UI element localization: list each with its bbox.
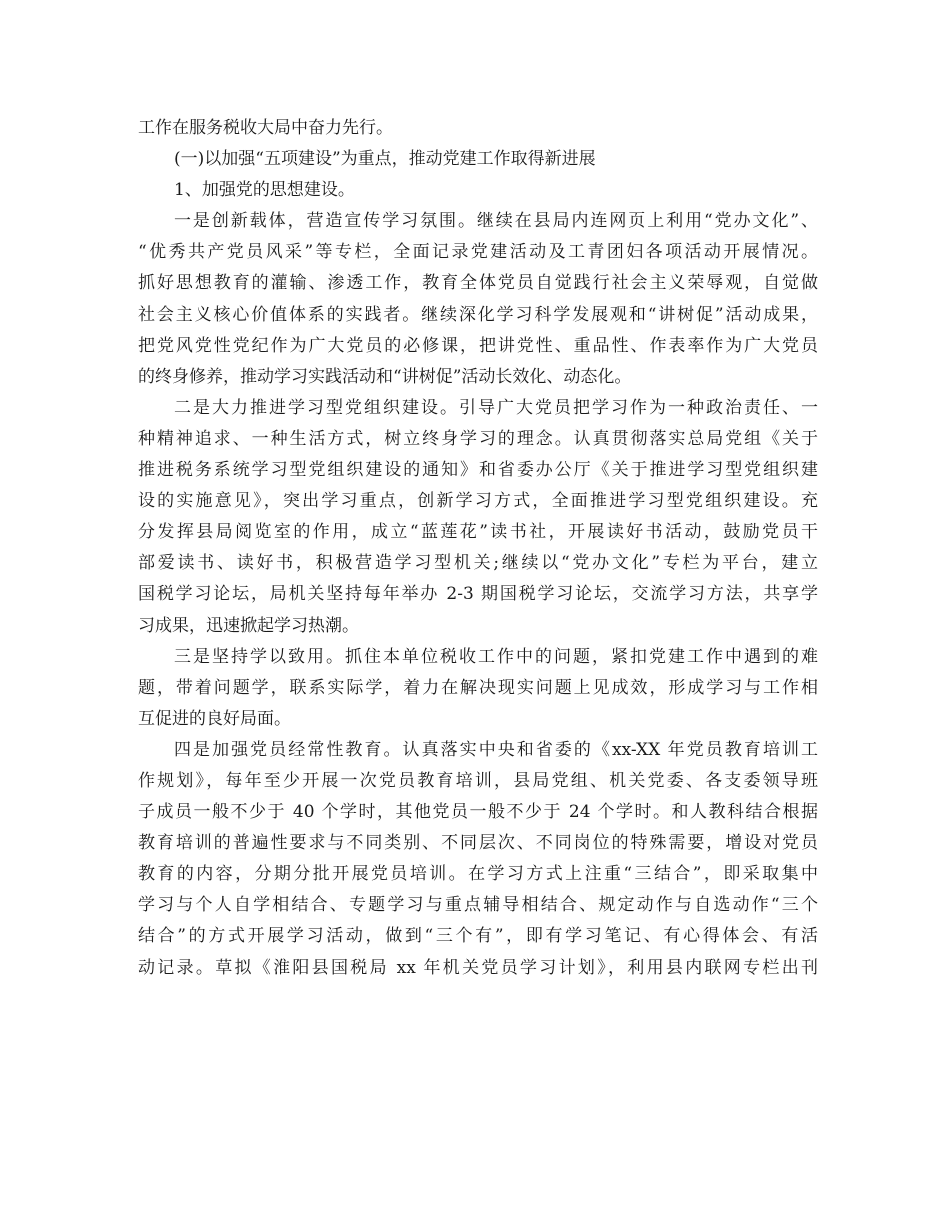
text-line: “优秀共产党员风采”等专栏，全面记录党建活动及工青团妇各项活动开展情况。: [138, 242, 818, 263]
text-line: 工作在服务税收大局中奋力先行。: [138, 118, 393, 138]
text-line: 四是加强党员经常性教育。认真落实中央和省委的《xx-XX 年党员教育培训工: [174, 739, 818, 760]
text-line: 种精神追求、一种生活方式，树立终身学习的理念。认真贯彻落实总局党组《关于: [138, 428, 818, 449]
text-line: 设的实施意见》，突出学习重点，创新学习方式，全面推进学习型党组织建设。充: [138, 491, 818, 512]
text-line: 抓好思想教育的灌输、渗透工作，教育全体党员自觉践行社会主义荣辱观，自觉做: [138, 273, 818, 294]
text-line: 作规划》，每年至少开展一次党员教育培训，县局党组、机关党委、各支委领导班: [138, 770, 818, 791]
text-line: 分发挥县局阅览室的作用，成立“蓝莲花”读书社，开展读好书活动，鼓励党员干: [138, 522, 818, 543]
text-line: 的终身修养，推动学习实践活动和“讲树促”活动长效化、动态化。: [138, 366, 632, 387]
text-line: 推进税务系统学习型党组织建设的通知》和省委办公厅《关于推进学习型党组织建: [138, 460, 818, 481]
text-line: 国税学习论坛，局机关坚持每年举办 2-3 期国税学习论坛，交流学习方法，共享学: [138, 584, 818, 605]
text-line: 教育培训的普遍性要求与不同类别、不同层次、不同岗位的特殊需要，增设对党员: [138, 833, 818, 854]
text-line: 三是坚持学以致用。抓住本单位税收工作中的问题，紧扣党建工作中遇到的难: [174, 646, 818, 667]
text-line: 动记录。草拟《淮阳县国税局 xx 年机关党员学习计划》，利用县内联网专栏出刊: [138, 957, 818, 978]
text-line: 学习与个人自学相结合、专题学习与重点辅导相结合、规定动作与自选动作“三个: [138, 895, 818, 916]
text-line: 一是创新载体，营造宣传学习氛围。继续在县局内连网页上利用“党办文化”、: [174, 211, 818, 232]
subsection-heading: 1、加强党的思想建设。: [174, 180, 355, 201]
text-line: 把党风党性党纪作为广大党员的必修课，把讲党性、重品性、作表率作为广大党员: [138, 335, 818, 356]
text-line: 习成果，迅速掀起学习热潮。: [138, 615, 359, 636]
text-line: 题，带着问题学，联系实际学，着力在解决现实问题上见成效，形成学习与工作相: [138, 677, 818, 698]
text-line: 子成员一般不少于 40 个学时，其他党员一般不少于 24 个学时。和人教科结合根据: [138, 802, 818, 823]
text-line: 部爱读书、读好书，积极营造学习型机关;继续以“党办文化”专栏为平台，建立: [138, 553, 818, 574]
text-line: 结合”的方式开展学习活动，做到“三个有”，即有学习笔记、有心得体会、有活: [138, 926, 818, 947]
text-line: 二是大力推进学习型党组织建设。引导广大党员把学习作为一种政治责任、一: [174, 397, 818, 418]
text-line: 教育的内容，分期分批开展党员培训。在学习方式上注重“三结合”，即采取集中: [138, 864, 818, 885]
section-heading: (一)以加强“五项建设”为重点，推动党建工作取得新进展: [174, 149, 596, 170]
text-line: 社会主义核心价值体系的实践者。继续深化学习科学发展观和“讲树促”活动成果，: [138, 304, 818, 325]
text-line: 互促进的良好局面。: [138, 708, 291, 729]
document-body: [138, 113, 818, 984]
